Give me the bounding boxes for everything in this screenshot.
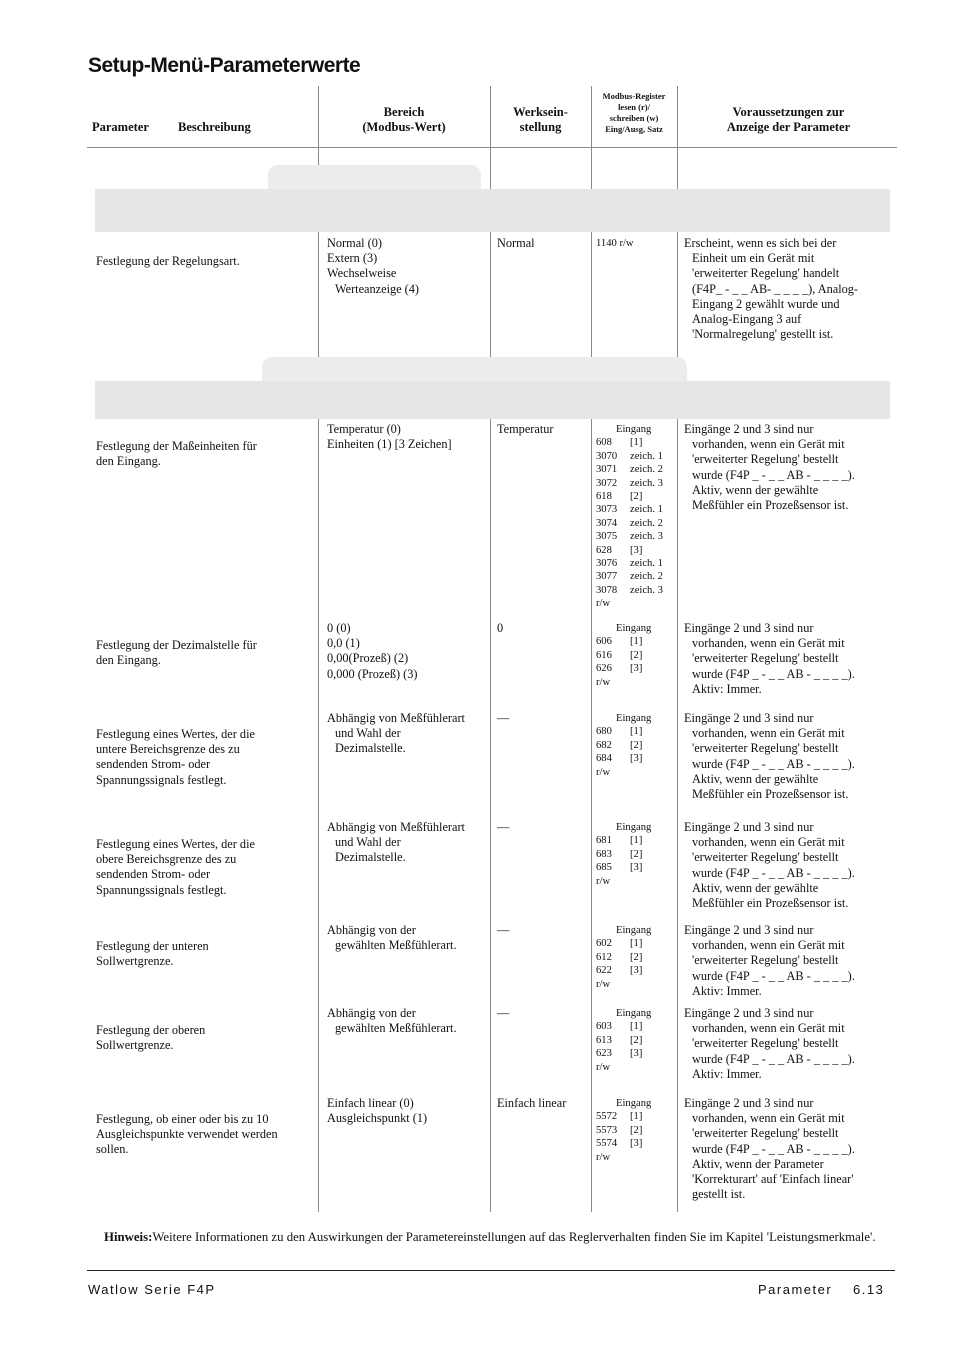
register-number: 5574: [596, 1138, 618, 1150]
text-line: Aktiv: Immer.: [692, 681, 762, 696]
text-line: Dezimalstelle.: [335, 850, 406, 865]
register-line: [596, 1034, 676, 1047]
register-number: 603: [596, 1021, 612, 1033]
text-line: Eingänge 2 und 3 sind nur: [684, 923, 814, 937]
text-line: Meßfühler ein Prozeßsensor ist.: [692, 498, 849, 513]
register-number: 3071: [596, 464, 618, 476]
text-line: 'erweiterter Regelung' bestellt: [692, 452, 839, 467]
register-suffix: [1]: [630, 1021, 643, 1033]
text-line: Ausgleichspunkt (1): [327, 1111, 428, 1126]
text-line: wurde (F4P _ - _ _ AB - _ _ _ _).: [692, 1051, 855, 1066]
text-line: Eingänge 2 und 3 sind nur: [684, 422, 814, 436]
row-bereich: [327, 236, 489, 297]
register-line: [596, 848, 676, 861]
register-suffix: [2]: [630, 649, 643, 661]
header-werkseinstellung: Werksein- stellung: [513, 105, 568, 134]
text-line: Meßfühler ein Prozeßsensor ist.: [692, 896, 849, 911]
row-bereich: [327, 621, 489, 682]
text-line: Festlegung, ob einer oder bis zu 10: [96, 1112, 269, 1126]
row-bereich: [327, 422, 489, 452]
register-suffix: [2]: [630, 1034, 643, 1046]
row-modbus-register: [596, 423, 676, 611]
row-beschreibung: [96, 638, 318, 668]
register-number: 3076: [596, 558, 618, 570]
register-line: [596, 450, 676, 463]
text-line: vorhanden, wenn ein Gerät mit: [692, 938, 845, 953]
text-line: (F4P_ - _ _ AB- _ _ _ _), Analog-: [692, 281, 859, 296]
register-access: r/w: [596, 978, 611, 990]
note-label: Hinweis:: [104, 1230, 153, 1244]
register-suffix: zeich. 2: [630, 517, 663, 529]
register-suffix: [3]: [630, 1048, 643, 1060]
register-suffix: [2]: [630, 951, 643, 963]
register-heading: Eingang: [616, 925, 652, 936]
register-line: [596, 477, 676, 490]
text-line: den Eingang.: [96, 653, 161, 668]
text-line: Einfach linear (0): [327, 1096, 414, 1110]
text-line: Festlegung der Maßeinheiten für: [96, 439, 257, 453]
text-line: Normal (0): [327, 236, 382, 250]
row-voraussetzungen: [684, 923, 896, 999]
header-rule: [87, 147, 897, 148]
text-line: 'erweiterter Regelung' bestellt: [692, 651, 839, 666]
row-voraussetzungen: [684, 1006, 896, 1082]
footer-section: Parameter: [758, 1282, 833, 1297]
text-line: wurde (F4P _ - _ _ AB - _ _ _ _).: [692, 467, 855, 482]
row-werkseinstellung: —: [497, 923, 510, 937]
register-suffix: [1]: [630, 835, 643, 847]
row-werkseinstellung: —: [497, 711, 510, 725]
text-line: Abhängig von Meßfühlerart: [327, 711, 465, 725]
text-line: Ausgleichspunkte verwendet werden: [96, 1127, 278, 1142]
text-line: Abhängig von der: [327, 1006, 416, 1020]
row-modbus-register: [596, 1007, 676, 1074]
register-line: [596, 951, 676, 964]
register-number: 680: [596, 726, 612, 738]
text-line: Einheiten (1) [3 Zeichen]: [327, 437, 452, 452]
text-line: wurde (F4P _ - _ _ AB - _ _ _ _).: [692, 865, 855, 880]
register-line: [596, 570, 676, 583]
register-number: 3075: [596, 531, 618, 543]
register-suffix: [1]: [630, 938, 643, 950]
text-line: Eingänge 2 und 3 sind nur: [684, 621, 814, 635]
text-line: 0 (0): [327, 621, 351, 635]
register-suffix: [3]: [630, 663, 643, 675]
text-line: sendenden Strom- oder: [96, 867, 211, 882]
row-beschreibung: [96, 837, 318, 898]
column-divider: [591, 86, 592, 1212]
text-line: Dezimalstelle.: [335, 741, 406, 756]
text-line: Wechselweise: [327, 266, 397, 281]
register-heading: Eingang: [616, 424, 652, 435]
register-line: [596, 544, 676, 557]
header-beschreibung: Beschreibung: [178, 120, 251, 134]
register-access: r/w: [596, 766, 611, 778]
text-line: obere Bereichsgrenze des zu: [96, 852, 237, 867]
text-line: wurde (F4P _ - _ _ AB - _ _ _ _).: [692, 968, 855, 983]
register-access: r/w: [596, 875, 611, 887]
register-line: [596, 584, 676, 597]
row-bereich: [327, 1006, 489, 1036]
text-line: vorhanden, wenn ein Gerät mit: [692, 726, 845, 741]
register-number: 683: [596, 848, 612, 860]
row-beschreibung: [96, 1112, 318, 1158]
register-number: 612: [596, 951, 612, 963]
text-line: Spannungssignals festlegt.: [96, 772, 227, 787]
register-number: 622: [596, 965, 612, 977]
register-number: 3074: [596, 517, 618, 529]
register-line: [596, 1124, 676, 1137]
register-suffix: [2]: [630, 739, 643, 751]
register-suffix: [2]: [630, 848, 643, 860]
section-tab: [262, 357, 687, 381]
text-line: Sollwertgrenze.: [96, 1038, 174, 1053]
register-suffix: [1]: [630, 437, 643, 449]
register-suffix: [3]: [630, 544, 643, 556]
text-line: vorhanden, wenn ein Gerät mit: [692, 636, 845, 651]
register-heading: Eingang: [616, 1008, 652, 1019]
text-line: vorhanden, wenn ein Gerät mit: [692, 1111, 845, 1126]
column-divider: [490, 86, 491, 1212]
footer-page: 6.13: [853, 1282, 885, 1297]
row-modbus-register: [596, 712, 676, 779]
register-number: 3070: [596, 450, 618, 462]
register-number: 5572: [596, 1111, 618, 1123]
register-line: [596, 436, 676, 449]
row-werkseinstellung: 0: [497, 621, 504, 635]
row-beschreibung: [96, 939, 318, 969]
register-access: r/w: [596, 676, 611, 688]
register-number: 3077: [596, 571, 618, 583]
register-suffix: zeich. 1: [630, 450, 663, 462]
register-line: [596, 739, 676, 752]
register-line: [596, 861, 676, 874]
register-suffix: [1]: [630, 636, 643, 648]
text-line: vorhanden, wenn ein Gerät mit: [692, 437, 845, 452]
row-bereich: [327, 711, 489, 757]
text-line: sollen.: [96, 1142, 129, 1157]
text-line: Aktiv: Immer.: [692, 983, 762, 998]
text-line: 'erweiterter Regelung' bestellt: [692, 1126, 839, 1141]
register-heading: Eingang: [616, 1098, 652, 1109]
register-suffix: [3]: [630, 753, 643, 765]
register-line: [596, 463, 676, 476]
register-line: [596, 503, 676, 516]
text-line: Eingang 2 gewählt wurde und: [692, 296, 840, 311]
row-voraussetzungen: [684, 1096, 896, 1202]
row-voraussetzungen: [684, 422, 896, 513]
section-band: [95, 381, 890, 419]
text-line: vorhanden, wenn ein Gerät mit: [692, 835, 845, 850]
register-suffix: [2]: [630, 1124, 643, 1136]
text-line: 'erweiterter Regelung' bestellt: [692, 953, 839, 968]
text-line: Festlegung eines Wertes, der die: [96, 837, 255, 851]
register-line: [596, 1020, 676, 1033]
row-modbus-register: [596, 924, 676, 991]
register-line: [596, 1047, 676, 1060]
register-suffix: [3]: [630, 965, 643, 977]
text-line: Festlegung der unteren: [96, 939, 209, 953]
register-suffix: zeich. 1: [630, 504, 663, 516]
row-voraussetzungen: [684, 236, 896, 342]
text-line: wurde (F4P _ - _ _ AB - _ _ _ _).: [692, 1141, 855, 1156]
text-line: 'erweiterter Regelung' handelt: [692, 266, 840, 281]
text-line: untere Bereichsgrenze des zu: [96, 742, 240, 757]
text-line: 1140 r/w: [596, 238, 634, 249]
section-band: [95, 189, 890, 232]
register-number: 602: [596, 938, 612, 950]
text-line: Eingänge 2 und 3 sind nur: [684, 1096, 814, 1110]
note-text: Weitere Informationen zu den Auswirkungen der Parametereinstellungen auf das Reglerverhalten finden Sie im Kapitel 'Leistungsmerkmale'.: [152, 1230, 876, 1244]
text-line: gewählten Meßfühlerart.: [335, 1021, 457, 1036]
row-werkseinstellung: —: [497, 1006, 510, 1020]
row-modbus-register: [596, 237, 676, 250]
text-line: vorhanden, wenn ein Gerät mit: [692, 1021, 845, 1036]
register-suffix: [1]: [630, 1111, 643, 1123]
header-parameter: Parameter: [92, 120, 149, 134]
text-line: Meßfühler ein Prozeßsensor ist.: [692, 787, 849, 802]
text-line: wurde (F4P _ - _ _ AB - _ _ _ _).: [692, 756, 855, 771]
text-line: und Wahl der: [335, 726, 401, 741]
row-modbus-register: [596, 821, 676, 888]
text-line: Aktiv, wenn der gewählte: [692, 880, 819, 895]
row-beschreibung: [96, 1023, 318, 1053]
register-suffix: [2]: [630, 491, 643, 503]
register-number: 623: [596, 1048, 612, 1060]
note: [88, 1229, 888, 1245]
register-line: [596, 964, 676, 977]
register-number: 613: [596, 1034, 612, 1046]
register-suffix: [3]: [630, 1138, 643, 1150]
register-number: 606: [596, 636, 612, 648]
row-werkseinstellung: Normal: [497, 236, 535, 250]
register-line: [596, 834, 676, 847]
row-werkseinstellung: Temperatur: [497, 422, 554, 436]
register-heading: Eingang: [616, 822, 652, 833]
row-modbus-register: [596, 622, 676, 689]
register-number: 3073: [596, 504, 618, 516]
row-beschreibung: [96, 727, 318, 788]
text-line: 'Korrekturart' auf 'Einfach linear': [692, 1172, 854, 1187]
register-line: [596, 557, 676, 570]
row-voraussetzungen: [684, 711, 896, 802]
header-voraussetzungen: Voraussetzungen zur Anzeige der Parameter: [726, 105, 851, 134]
row-modbus-register: [596, 1097, 676, 1164]
register-line: [596, 1110, 676, 1123]
register-suffix: zeich. 1: [630, 558, 663, 570]
header-modbus: Modbus-Register lesen (r)/ schreiben (w) Eing/Ausg, Satz: [602, 91, 666, 134]
column-divider: [677, 86, 678, 1212]
row-beschreibung: [96, 439, 318, 469]
page-title: Setup-Menü-Parameterwerte: [88, 54, 361, 77]
register-line: [596, 517, 676, 530]
footer-left: Watlow Serie F4P: [88, 1282, 216, 1297]
text-line: Festlegung der Dezimalstelle für: [96, 638, 257, 652]
register-access: r/w: [596, 1151, 611, 1163]
text-line: gewählten Meßfühlerart.: [335, 938, 457, 953]
text-line: Festlegung eines Wertes, der die: [96, 727, 255, 741]
text-line: Extern (3): [327, 251, 378, 266]
text-line: 'erweiterter Regelung' bestellt: [692, 1036, 839, 1051]
register-line: [596, 1137, 676, 1150]
text-line: Eingänge 2 und 3 sind nur: [684, 1006, 814, 1020]
text-line: Eingänge 2 und 3 sind nur: [684, 711, 814, 725]
register-line: [596, 752, 676, 765]
register-access: r/w: [596, 598, 611, 610]
row-bereich: [327, 820, 489, 866]
text-line: 0,000 (Prozeß) (3): [327, 666, 418, 681]
column-divider: [318, 86, 319, 1212]
register-heading: Eingang: [616, 623, 652, 634]
header-bereich: Bereich (Modbus-Wert): [362, 105, 446, 134]
text-line: Spannungssignals festlegt.: [96, 882, 227, 897]
footer-rule: [87, 1270, 895, 1271]
register-suffix: zeich. 3: [630, 531, 663, 543]
register-number: 616: [596, 649, 612, 661]
register-suffix: [3]: [630, 862, 643, 874]
row-werkseinstellung: Einfach linear: [497, 1096, 567, 1110]
register-number: 681: [596, 835, 612, 847]
row-voraussetzungen: [684, 820, 896, 911]
text-line: 0,00(Prozeß) (2): [327, 651, 409, 666]
register-line: [596, 635, 676, 648]
row-bereich: [327, 923, 489, 953]
section-tab: [268, 165, 481, 189]
row-werkseinstellung: —: [497, 820, 510, 834]
text-line: 0,0 (1): [327, 636, 360, 651]
text-line: 'Normalregelung' gestellt ist.: [692, 327, 834, 342]
text-line: Aktiv, wenn der Parameter: [692, 1156, 824, 1171]
register-number: 5573: [596, 1124, 618, 1136]
text-line: Einheit um ein Gerät mit: [692, 251, 815, 266]
register-number: 3072: [596, 477, 618, 489]
text-line: den Eingang.: [96, 454, 161, 469]
register-number: 3078: [596, 584, 618, 596]
text-line: sendenden Strom- oder: [96, 757, 211, 772]
text-line: Sollwertgrenze.: [96, 954, 174, 969]
text-line: Aktiv: Immer.: [692, 1066, 762, 1081]
register-suffix: zeich. 2: [630, 571, 663, 583]
text-line: Aktiv, wenn der gewählte: [692, 482, 819, 497]
text-line: gestellt ist.: [692, 1187, 746, 1202]
register-heading: Eingang: [616, 713, 652, 724]
register-number: 684: [596, 753, 612, 765]
register-suffix: [1]: [630, 726, 643, 738]
text-line: Analog-Eingang 3 auf: [692, 312, 802, 327]
register-number: 685: [596, 862, 612, 874]
register-suffix: zeich. 2: [630, 464, 663, 476]
text-line: Eingänge 2 und 3 sind nur: [684, 820, 814, 834]
text-line: Abhängig von Meßfühlerart: [327, 820, 465, 834]
text-line: Aktiv, wenn der gewählte: [692, 771, 819, 786]
text-line: 'erweiterter Regelung' bestellt: [692, 850, 839, 865]
row-beschreibung: [96, 254, 318, 269]
text-line: Abhängig von der: [327, 923, 416, 937]
register-line: [596, 649, 676, 662]
text-line: wurde (F4P _ - _ _ AB - _ _ _ _).: [692, 666, 855, 681]
register-line: [596, 937, 676, 950]
register-line: [596, 490, 676, 503]
register-suffix: zeich. 3: [630, 584, 663, 596]
register-number: 626: [596, 663, 612, 675]
text-line: Festlegung der oberen: [96, 1023, 206, 1037]
text-line: 'erweiterter Regelung' bestellt: [692, 741, 839, 756]
register-line: [596, 725, 676, 738]
text-line: und Wahl der: [335, 835, 401, 850]
text-line: Temperatur (0): [327, 422, 401, 436]
text-line: Werteanzeige (4): [335, 281, 420, 296]
register-number: 628: [596, 544, 612, 556]
register-number: 618: [596, 491, 612, 503]
register-suffix: zeich. 3: [630, 477, 663, 489]
register-number: 608: [596, 437, 612, 449]
text-line: Erscheint, wenn es sich bei der: [684, 236, 837, 250]
row-bereich: [327, 1096, 489, 1126]
register-number: 682: [596, 739, 612, 751]
text-line: Festlegung der Regelungsart.: [96, 254, 240, 268]
register-line: [596, 662, 676, 675]
register-line: [596, 530, 676, 543]
register-access: r/w: [596, 1061, 611, 1073]
row-voraussetzungen: [684, 621, 896, 697]
